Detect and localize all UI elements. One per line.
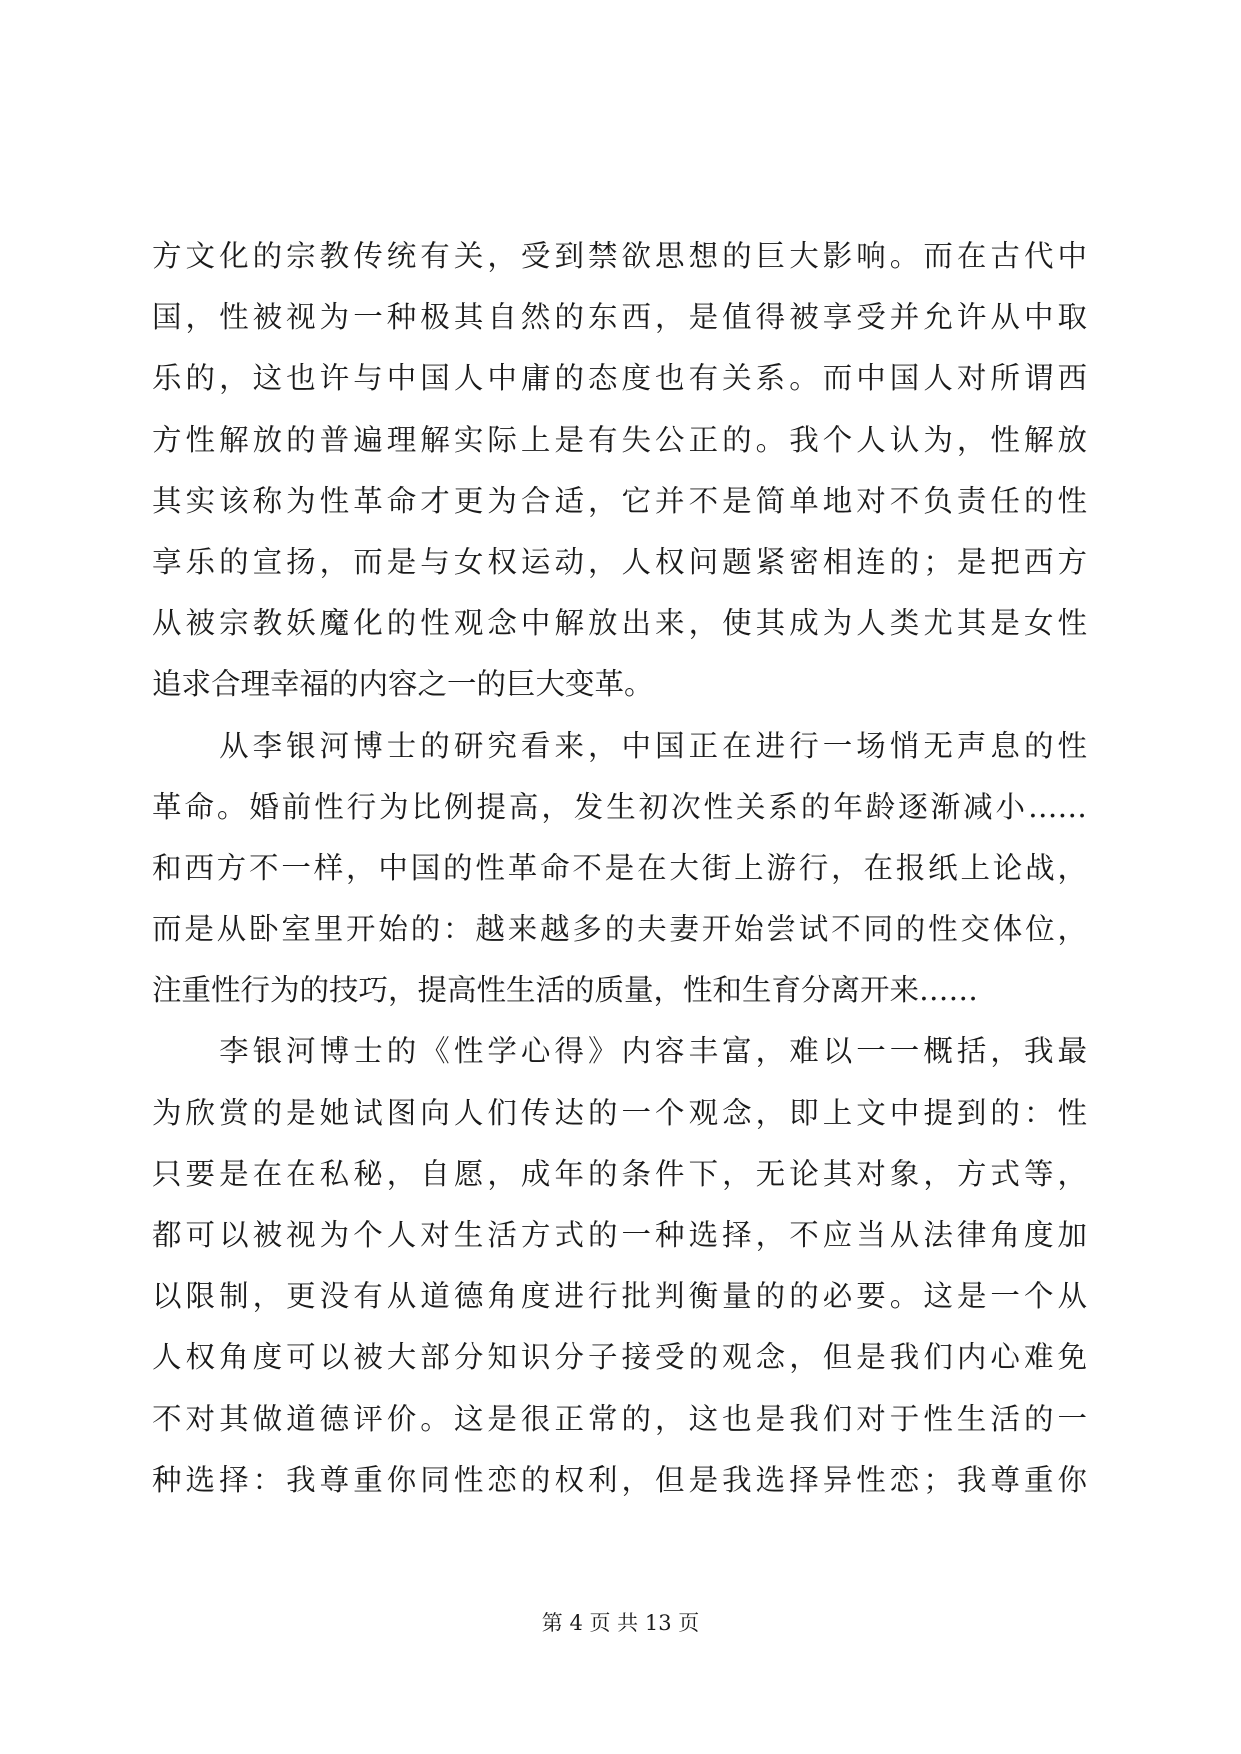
text-line: 追求合理幸福的内容之一的巨大变革。 (152, 667, 654, 702)
text-line: 其实该称为性革命才更为合适，它并不是简单地对不负责任的性 (152, 483, 1087, 518)
text-line: 和西方不一样，中国的性革命不是在大街上游行，在报纸上论战， (152, 850, 1087, 885)
text-line: 国，性被视为一种极其自然的东西，是值得被享受并允许从中取 (152, 300, 1087, 335)
text-line: 乐的，这也许与中国人中庸的态度也有关系。而中国人对所谓西 (152, 361, 1087, 396)
text-line: 只要是在在私秘，自愿，成年的条件下，无论其对象，方式等， (152, 1156, 1087, 1191)
text-line: 方文化的宗教传统有关，受到禁欲思想的巨大影响。而在古代中 (152, 239, 1087, 273)
text-line: 从李银河博士的研究看来，中国正在进行一场悄无声息的性 (152, 728, 1087, 763)
text-line: 革命。婚前性行为比例提高，发生初次性关系的年龄逐渐减小…… (152, 789, 1087, 824)
text-line: 享乐的宣扬，而是与女权运动，人权问题紧密相连的；是把西方 (152, 544, 1087, 579)
text-line: 为欣赏的是她试图向人们传达的一个观念，即上文中提到的：性 (152, 1095, 1087, 1130)
text-line: 李银河博士的《性学心得》内容丰富，难以一一概括，我最 (152, 1034, 1087, 1069)
text-line: 注重性行为的技巧，提高性生活的质量，性和生育分离开来…… (152, 973, 979, 1008)
text-line: 都可以被视为个人对生活方式的一种选择，不应当从法律角度加 (152, 1218, 1087, 1252)
page-number-footer: 第 4 页 共 13 页 (541, 1611, 700, 1635)
text-line: 人权角度可以被大部分知识分子接受的观念，但是我们内心难免 (152, 1340, 1087, 1375)
text-line: 而是从卧室里开始的：越来越多的夫妻开始尝试不同的性交体位， (152, 912, 1087, 947)
text-line: 不对其做道德评价。这是很正常的，这也是我们对于性生活的一 (152, 1401, 1087, 1436)
body-text (152, 226, 1087, 1511)
text-line: 从被宗教妖魔化的性观念中解放出来，使其成为人类尤其是女性 (152, 606, 1087, 641)
text-line: 以限制，更没有从道德角度进行批判衡量的的必要。这是一个从 (152, 1279, 1087, 1314)
text-line: 种选择：我尊重你同性恋的权利，但是我选择异性恋；我尊重你 (152, 1462, 1087, 1497)
text-line: 方性解放的普遍理解实际上是有失公正的。我个人认为，性解放 (152, 422, 1087, 457)
